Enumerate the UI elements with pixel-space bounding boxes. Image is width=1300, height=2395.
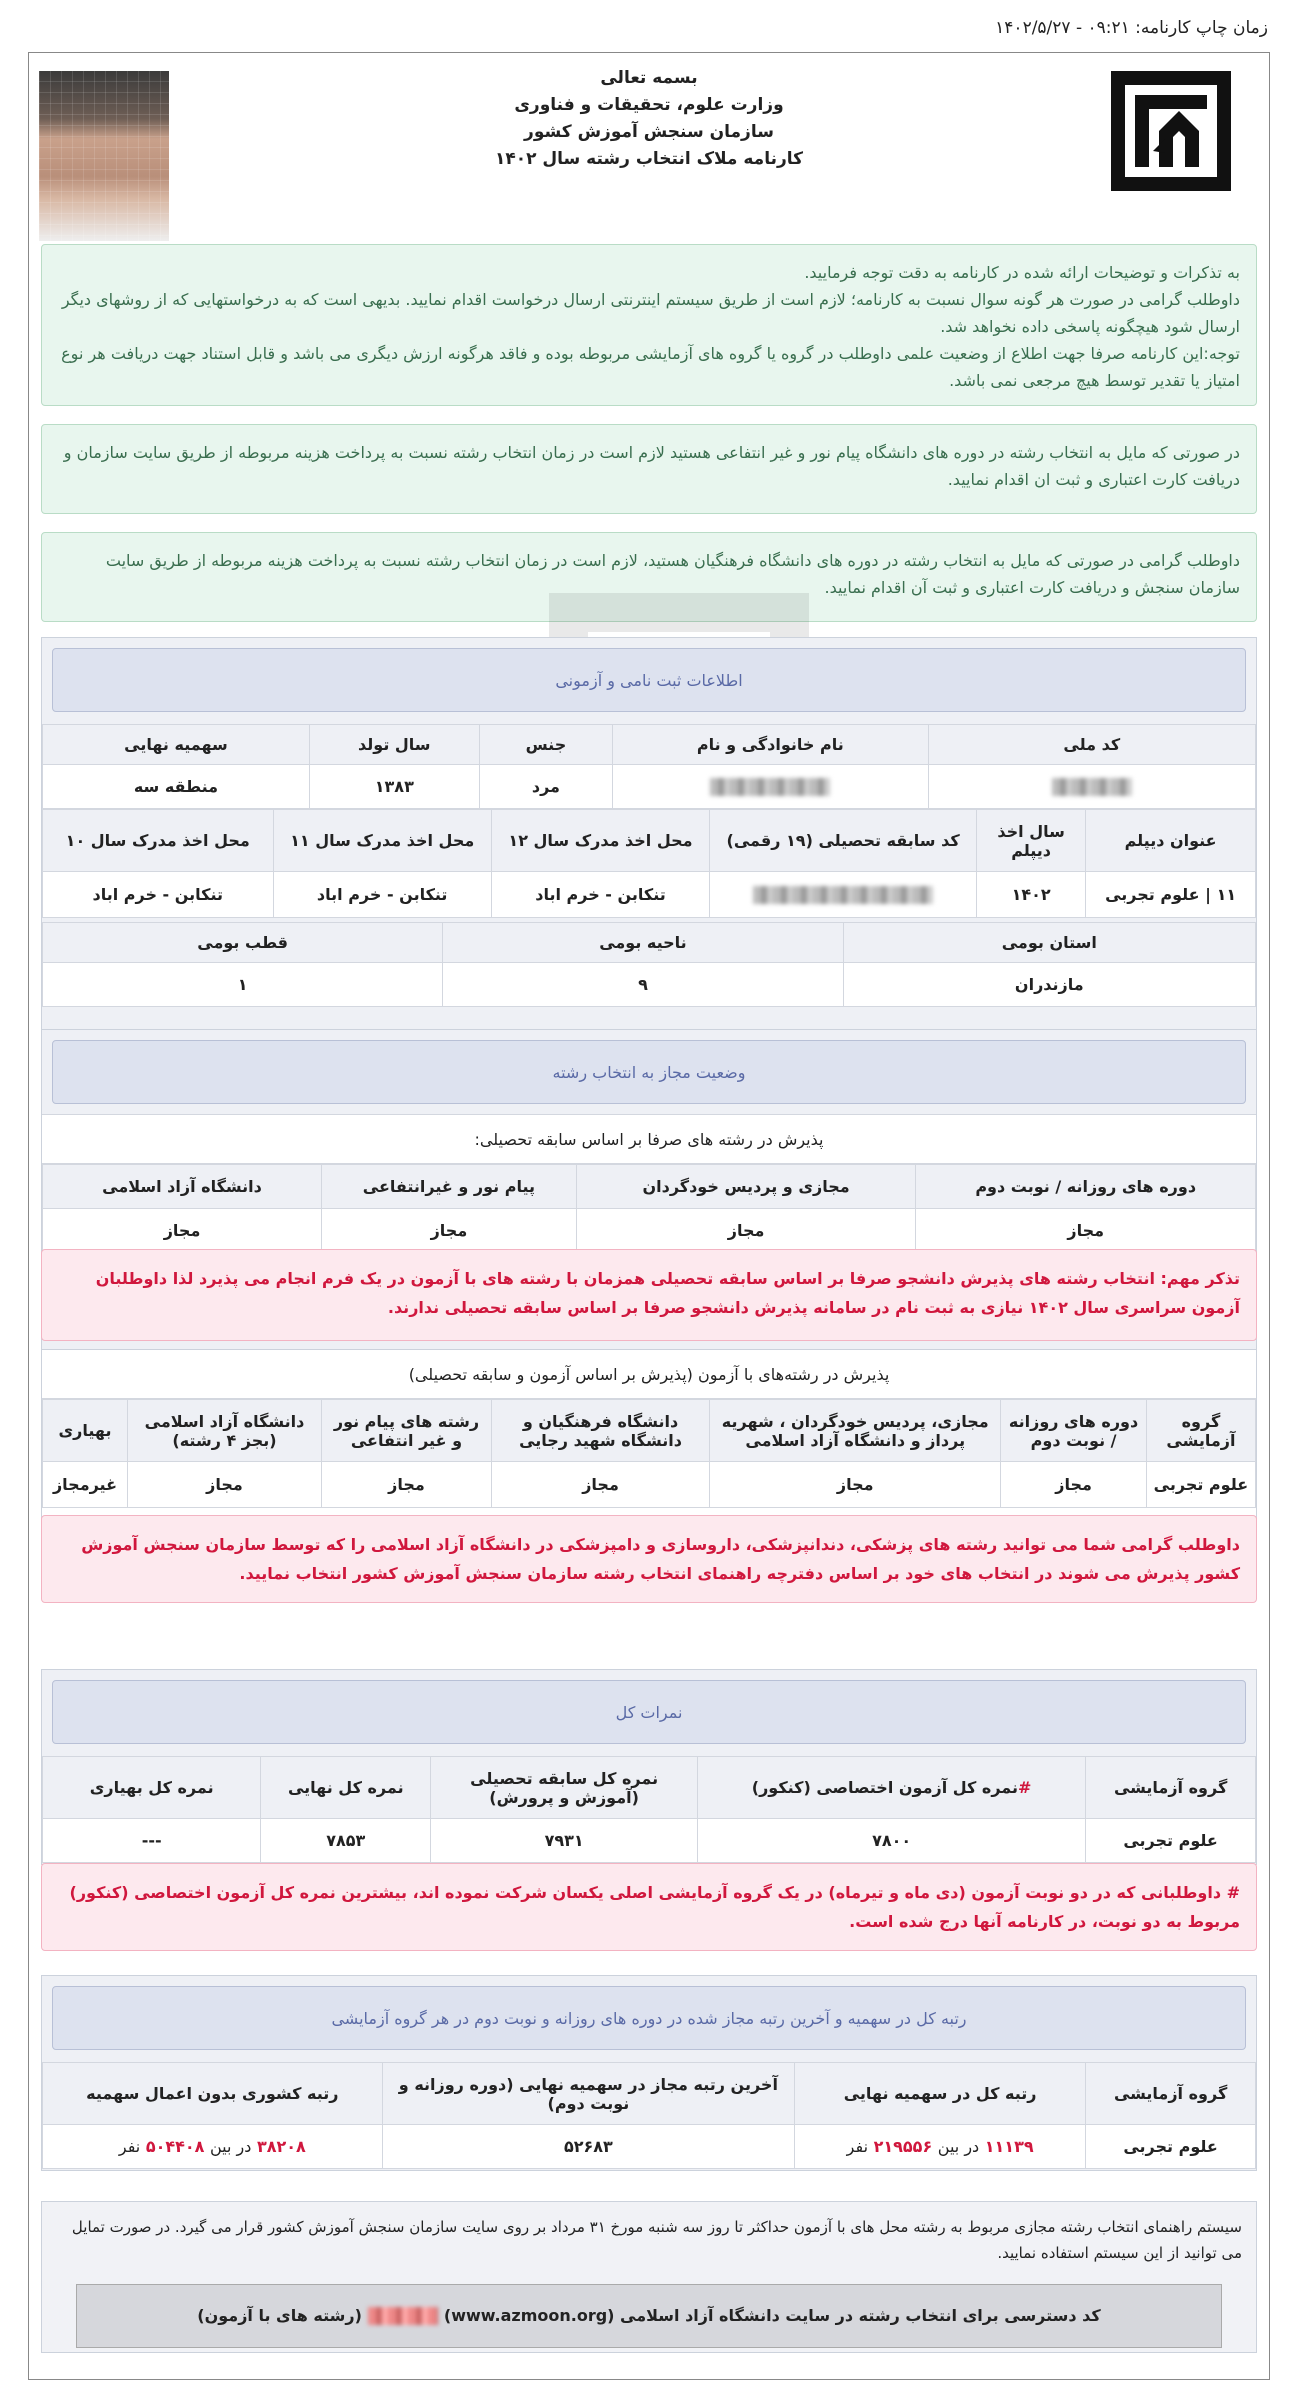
quota-value: منطقه سه (43, 765, 310, 809)
notice-farhangian (41, 532, 1257, 622)
header-line-3: سازمان سنجش آموزش کشور (524, 122, 774, 142)
rank-country-unit: نفر (118, 2137, 141, 2156)
national-id-redacted (928, 765, 1256, 809)
notice-line: داوطلب گرامی در صورت هر گونه سوال نسبت به کارنامه؛ لازم است از طریق سیستم اینترنتی ارسال درخواست اقدام نمایید. بدیهی است که به درخواستهایی که از روشهای دیگر ارسال شود هیچگونه پاسخی داده نخواهد شد. (61, 290, 1240, 336)
th-exam-col: مجازی، پردیس خودگردان ، شهریه پرداز و دانشگاه آزاد اسلامی (710, 1400, 1001, 1462)
eligibility-title: وضعیت مجاز به انتخاب رشته (52, 1040, 1246, 1104)
score-final-value: ۷۸۵۳ (261, 1819, 431, 1863)
th-score-final: نمره کل نهایی (261, 1757, 431, 1819)
diploma-value: ۱۱ | علوم تجربی (1086, 872, 1256, 918)
access-code-redacted (368, 2307, 438, 2325)
score-konkur-value: ۷۸۰۰ (698, 1819, 1086, 1863)
th-elig-col: دانشگاه آزاد اسلامی (43, 1165, 322, 1209)
birth-value: ۱۳۸۳ (309, 765, 479, 809)
th-district: ناحیه بومی (443, 923, 843, 963)
th-elig-col: مجازی و پردیس خودگردان (576, 1165, 916, 1209)
hash-mark: # (1018, 1778, 1032, 1797)
score-behyari-value: --- (43, 1819, 261, 1863)
warning-two-sessions: # داوطلبانی که در دو نوبت آزمون (دی ماه و تیرماه) در یک گروه آزمایشی اصلی یکسان شرکت نموده اند، بیشترین نمره کل آزمون اختصاصی (کنکور) مربوط به دو نوبت، در کارنامه آنها درج شده است. (41, 1863, 1257, 1951)
registration-table-2 (42, 809, 1256, 918)
warning-medical: داوطلب گرامی شما می توانید رشته های پزشکی، دندانپزشکی، داروسازی و دامپزشکی در دانشگاه آزاد اسلامی را که توسط سازمان سنجش آموزش کشور پذیرش می شوند در انتخاب های خود بر اساس دفترچه راهنمای انتخاب رشته سازمان سنجش آموزش کشور انتخاب نمایید. (41, 1515, 1257, 1603)
th-exam-col: دوره های روزانه / نوبت دوم (1001, 1400, 1147, 1462)
report-card (28, 52, 1270, 2380)
th-rank-country: رتبه کشوری بدون اعمال سهمیه (43, 2063, 383, 2125)
ranks-section (41, 1975, 1257, 2171)
th-exam-col: رشته های پیام نور و غیر انتفاعی (322, 1400, 492, 1462)
ranks-table (42, 2062, 1256, 2169)
rank-country-cell (43, 2125, 383, 2169)
scores-table (42, 1756, 1256, 1863)
exam-group-value: علوم تجربی (1146, 1462, 1255, 1508)
exam-value: مجاز (1001, 1462, 1147, 1508)
rank-quota-total: ۲۱۹۵۵۶ (873, 2137, 933, 2156)
th-score-behyari: نمره کل بهیاری (43, 1757, 261, 1819)
access-code-button[interactable] (76, 2284, 1222, 2348)
notice-payamnoor (41, 424, 1257, 514)
registration-title: اطلاعات ثبت نامی و آزمونی (52, 648, 1246, 712)
exam-value: مجاز (322, 1462, 492, 1508)
th-elig-col: دوره های روزانه / نوبت دوم (916, 1165, 1256, 1209)
rank-quota-value: ۱۱۱۳۹ (984, 2137, 1034, 2156)
header-titles (29, 65, 1269, 173)
th-diploma: عنوان دیپلم (1086, 810, 1256, 872)
rank-country-value: ۳۸۲۰۸ (256, 2137, 306, 2156)
score-edu-value: ۷۹۳۱ (431, 1819, 698, 1863)
notice-line: به تذکرات و توضیحات ارائه شده در کارنامه به دقت توجه فرمایید. (804, 263, 1240, 282)
notice-text: در صورتی که مایل به انتخاب رشته در دوره های دانشگاه پیام نور و غیر انتفاعی هستید لازم است در زمان انتخاب رشته نسبت به پرداخت هزینه مربوطه از طریق سایت سازمان و دریافت کارت اعتباری و ثبت ان اقدام نمایید. (63, 443, 1240, 489)
exam-value: غیرمجاز (43, 1462, 128, 1508)
th-national-id: کد ملی (928, 725, 1256, 765)
ranks-title: رتبه کل در سهمیه و آخرین رتبه مجاز شده در دوره های روزانه و نوبت دوم در هر گروه آزمایشی (52, 1986, 1246, 2050)
score-group-value: علوم تجربی (1086, 1819, 1256, 1863)
exam-value: مجاز (127, 1462, 321, 1508)
th-grade-12: محل اخذ مدرک سال ۱۲ (491, 810, 709, 872)
th-score-edu: نمره کل سابقه تحصیلی (آموزش و پرورش) (431, 1757, 698, 1819)
th-birth: سال تولد (309, 725, 479, 765)
exam-value: مجاز (491, 1462, 709, 1508)
access-code-label: کد دسترسی برای انتخاب رشته در سایت دانشگاه آزاد اسلامی (www.azmoon.org) (443, 2306, 1101, 2325)
notice-general (41, 244, 1257, 406)
notice-line: توجه:این کارنامه صرفا جهت اطلاع از وضعیت علمی داوطلب در گروه یا گروه های آزمایشی مربوطه بوده و فاقد هرگونه ارزش دیگری می باشد و قابل استناد جهت دریافت هر نوع امتیاز یا تقدیر توسط هیچ مرجعی نمی باشد. (61, 344, 1240, 390)
footer-text: سیستم راهنمای انتخاب رشته مجازی مربوط به رشته محل های با آزمون حداکثر تا روز سه شنبه مورخ ۳۱ مرداد بر روی سایت سازمان سنجش آموزش کشور قرار می گیرد. در صورت تمایل می توانید از این سیستم استفاده نمایید. (71, 2218, 1242, 2262)
th-exam-col: دانشگاه فرهنگیان و دانشگاه شهید رجایی (491, 1400, 709, 1462)
th-pole: قطب بومی (43, 923, 443, 963)
registration-section (41, 637, 1257, 1077)
scores-title: نمرات کل (52, 1680, 1246, 1744)
th-exam-col: بهیاری (43, 1400, 128, 1462)
header-line-2: وزارت علوم، تحقیقات و فناوری (514, 95, 784, 115)
header-line-4: کارنامه ملاک انتخاب رشته سال ۱۴۰۲ (494, 149, 804, 169)
rank-quota-of: در بین (937, 2137, 980, 2156)
th-grade-11: محل اخذ مدرک سال ۱۱ (273, 810, 491, 872)
th-diploma-year: سال اخذ دیپلم (977, 810, 1086, 872)
exam-admission-section (41, 1349, 1257, 1525)
th-rank-group: گروه آزمایشی (1086, 2063, 1256, 2125)
th-name: نام خانوادگی و نام (613, 725, 928, 765)
th-rank-quota: رتبه کل در سهمیه نهایی (795, 2063, 1086, 2125)
candidate-photo (39, 71, 169, 241)
registration-table-1 (42, 724, 1256, 809)
eligibility-table-2 (42, 1399, 1256, 1508)
elig-value: مجاز (322, 1209, 577, 1253)
rank-quota-cell (795, 2125, 1086, 2169)
th-quota: سهمیه نهایی (43, 725, 310, 765)
exam-value: مجاز (710, 1462, 1001, 1508)
th-exam-col: دانشگاه آزاد اسلامی (بجز ۴ رشته) (127, 1400, 321, 1462)
elig-value: مجاز (576, 1209, 916, 1253)
pole-value: ۱ (43, 963, 443, 1007)
province-value: مازندران (843, 963, 1255, 1007)
header-line-1: بسمه تعالی (600, 68, 698, 88)
footer-box (41, 2201, 1257, 2353)
grade-12-value: تنکابن - خرم اباد (491, 872, 709, 918)
th-last-rank: آخرین رتبه مجاز در سهمیه نهایی (دوره روزانه و نوبت دوم) (382, 2063, 794, 2125)
rank-quota-unit: نفر (846, 2137, 869, 2156)
diploma-year-value: ۱۴۰۲ (977, 872, 1086, 918)
th-exam-group: گروه آزمایشی (1146, 1400, 1255, 1462)
scores-section (41, 1669, 1257, 1865)
eligibility-table-1 (42, 1164, 1256, 1253)
access-code-suffix: (رشته های با آزمون) (197, 2306, 362, 2325)
elig-value: مجاز (43, 1209, 322, 1253)
district-value: ۹ (443, 963, 843, 1007)
report-header (29, 53, 1269, 238)
print-time: زمان چاپ کارنامه: ۰۹:۲۱ - ۱۴۰۲/۵/۲۷ (995, 18, 1268, 38)
last-rank-value: ۵۲۶۸۳ (382, 2125, 794, 2169)
eligibility-caption-2: پذیرش در رشته‌های با آزمون (پذیرش بر اساس آزمون و سابقه تحصیلی) (42, 1350, 1256, 1399)
name-redacted (613, 765, 928, 809)
th-score-konkur-label: نمره کل آزمون اختصاصی (کنکور) (751, 1778, 1019, 1797)
edu-code-redacted (710, 872, 977, 918)
th-score-group: گروه آزمایشی (1086, 1757, 1256, 1819)
rank-country-total: ۵۰۴۴۰۸ (145, 2137, 205, 2156)
eligibility-caption-1: پذیرش در رشته های صرفا بر اساس سابقه تحصیلی: (42, 1114, 1256, 1164)
th-grade-10: محل اخذ مدرک سال ۱۰ (43, 810, 274, 872)
th-gender: جنس (479, 725, 612, 765)
rank-group-value: علوم تجربی (1086, 2125, 1256, 2169)
th-edu-code: کد سابقه تحصیلی (۱۹ رقمی) (710, 810, 977, 872)
notice-text: داوطلب گرامی در صورتی که مایل به انتخاب رشته در دوره های دانشگاه فرهنگیان هستید، لازم است در زمان انتخاب رشته نسبت به پرداخت هزینه مربوطه از طریق سایت سازمان سنجش و دریافت کارت اعتباری و ثبت آن اقدام نمایید. (105, 551, 1240, 597)
grade-11-value: تنکابن - خرم اباد (273, 872, 491, 918)
grade-10-value: تنکابن - خرم اباد (43, 872, 274, 918)
th-province: استان بومی (843, 923, 1255, 963)
registration-table-3 (42, 922, 1256, 1007)
rank-country-of: در بین (209, 2137, 252, 2156)
elig-value: مجاز (916, 1209, 1256, 1253)
th-score-konkur (698, 1757, 1086, 1819)
warning-edu-history: تذکر مهم: انتخاب رشته های پذیرش دانشجو صرفا بر اساس سابقه تحصیلی همزمان با رشته های با آزمون در یک فرم انجام می پذیرد لذا داوطلبان آزمون سراسری سال ۱۴۰۲ نیازی به ثبت نام در سامانه پذیرش دانشجو صرفا بر اساس سابقه تحصیلی ندارند. (41, 1249, 1257, 1341)
gender-value: مرد (479, 765, 612, 809)
th-elig-col: پیام نور و غیرانتفاعی (322, 1165, 577, 1209)
